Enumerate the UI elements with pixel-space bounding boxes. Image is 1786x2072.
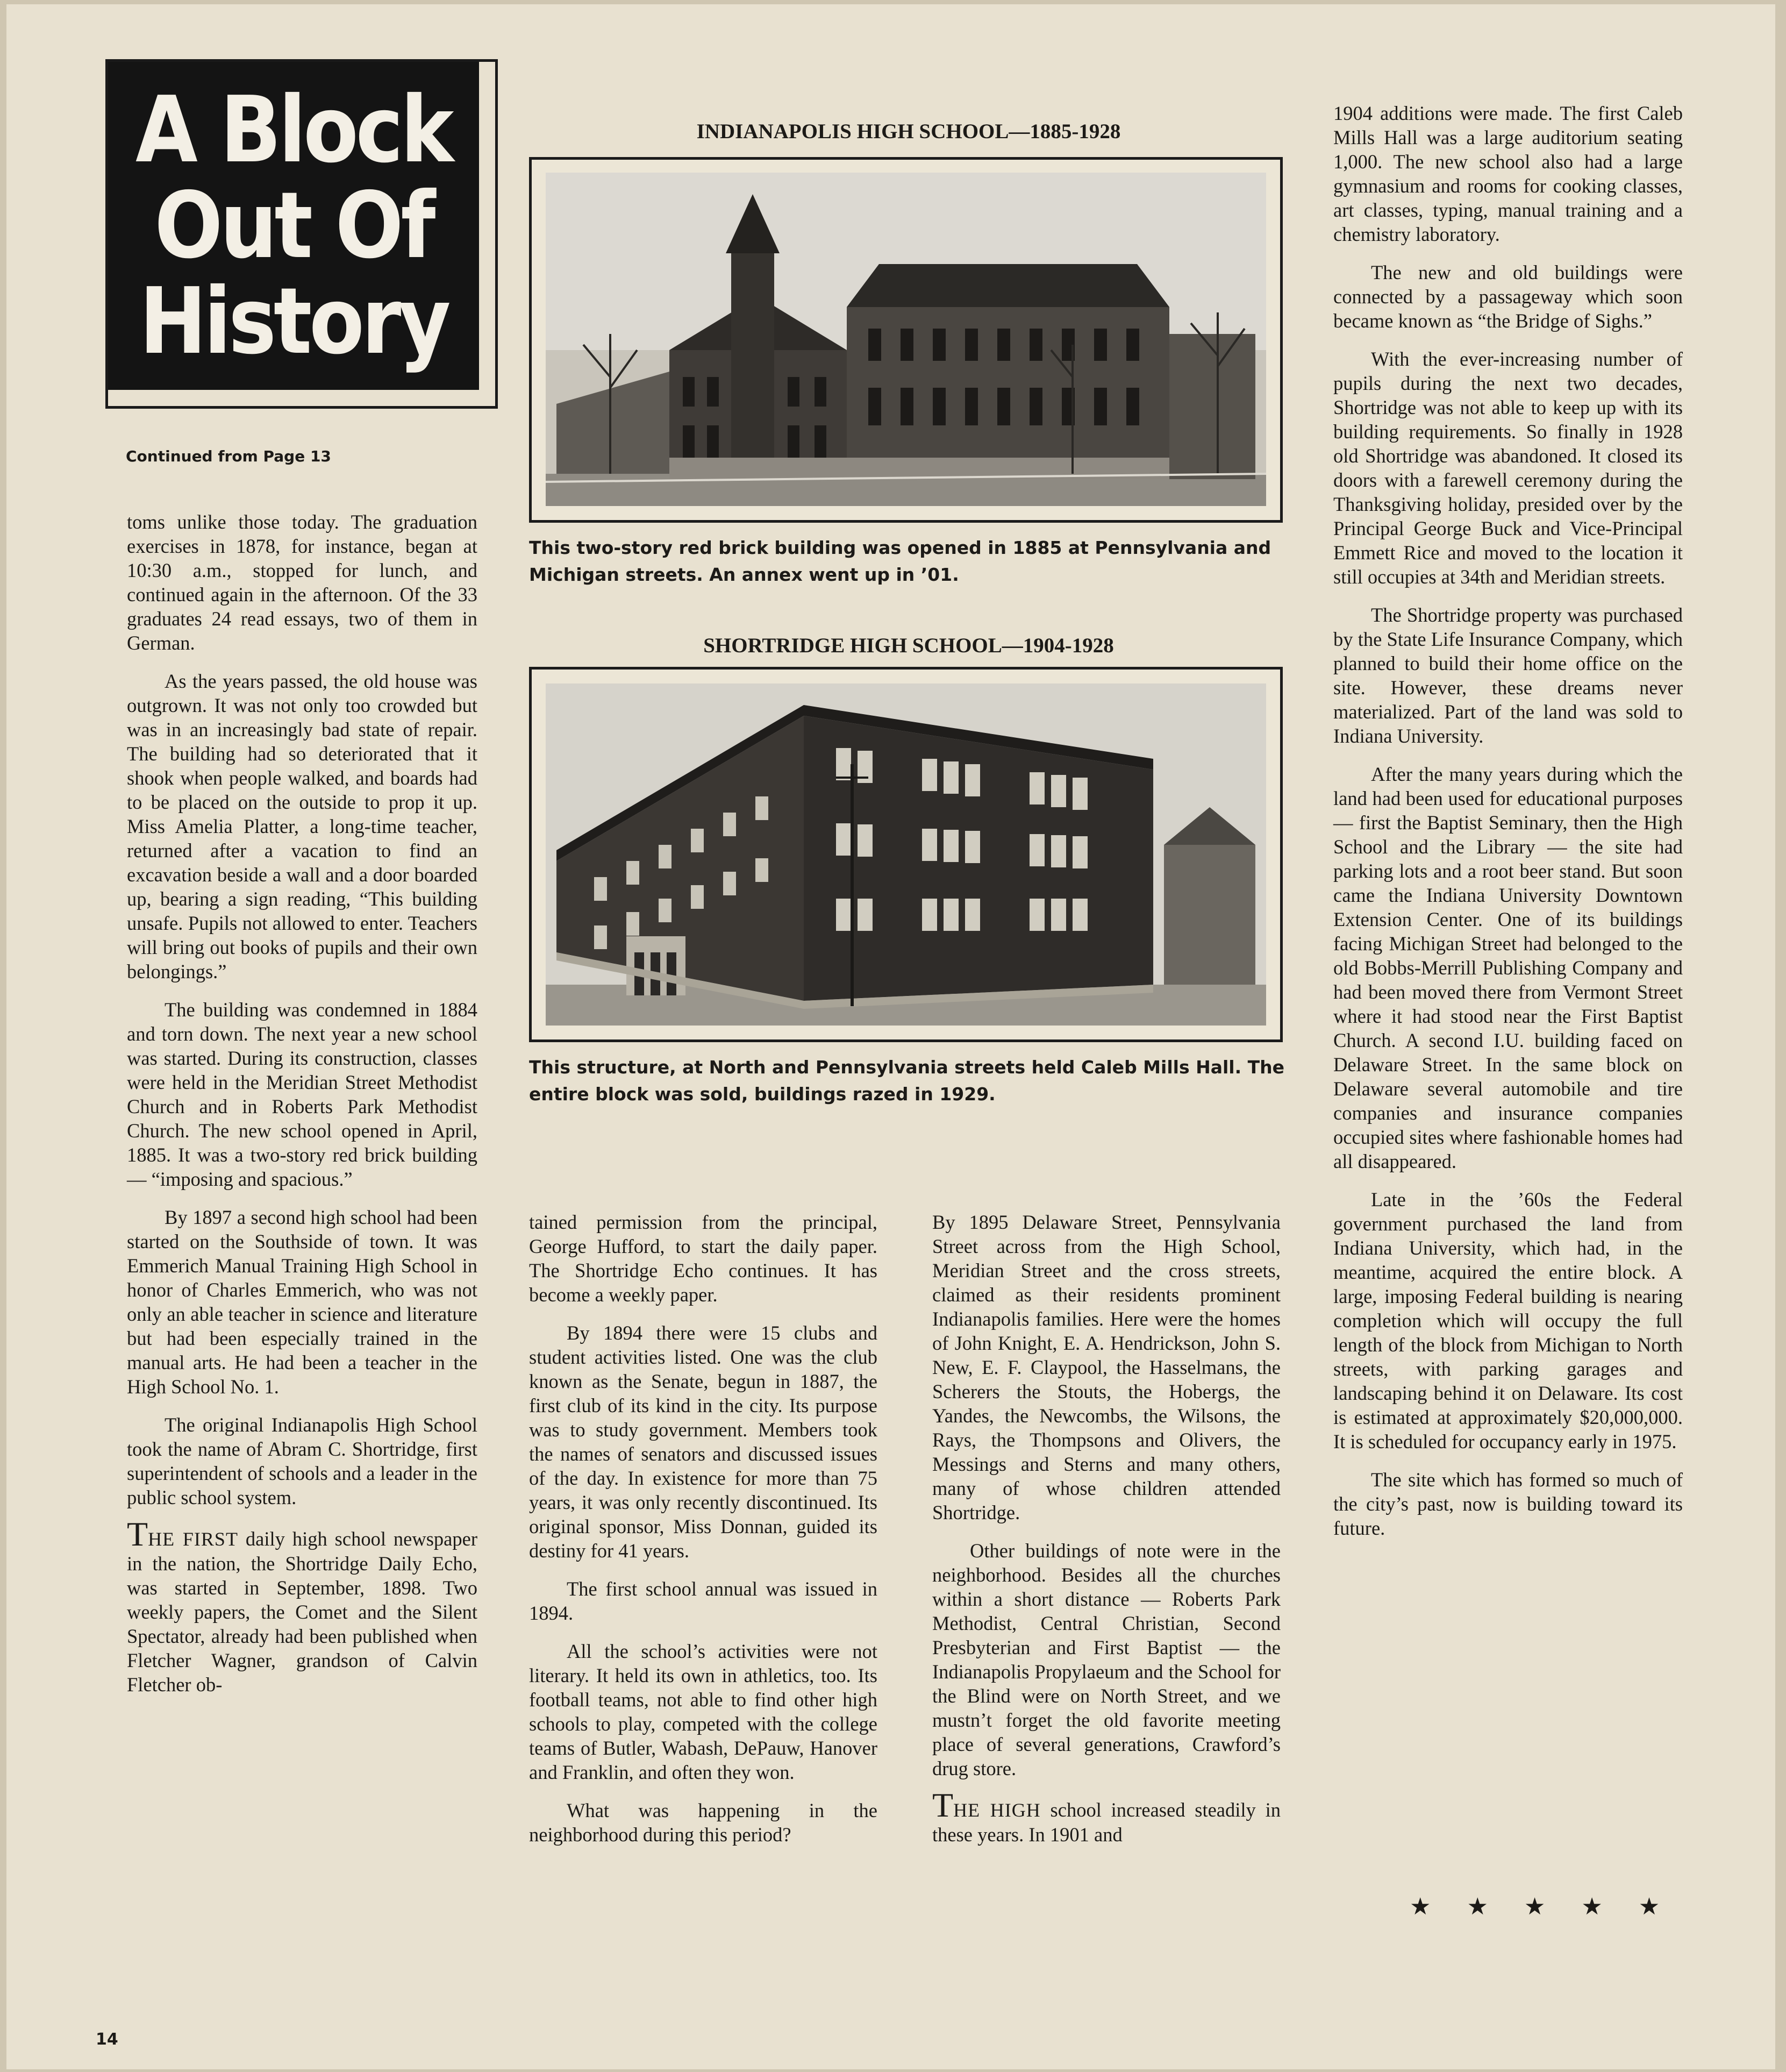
photo-1-frame: [529, 157, 1283, 523]
article-column-3: [932, 1210, 1281, 1861]
photo-1-title: INDIANAPOLIS HIGH SCHOOL—1885-1928: [696, 120, 1121, 143]
continued-from-note: Continued from Page 13: [126, 447, 331, 465]
lead-in-2: HE HIGH: [953, 1799, 1041, 1821]
photo-2-image: [546, 683, 1266, 1026]
col4-paragraph-1: 1904 additions were made. The first Caleb Mills Hall was a large auditorium seating 1,000. The new school also had a large gymnasium and rooms for cooking classes, art classes, typing, manual training and a chemistry laboratory.: [1333, 102, 1683, 245]
col1-paragraph-6-text: daily high school newspaper in the nation, the Shortridge Daily Echo, was started in September, 1898. Two weekly papers, the Comet and the Silent Spectator, already had been published when Fletcher Wagner, grandson of Calvin Fletcher ob-: [127, 1528, 477, 1696]
col4-paragraph-2: The new and old buildings were connected by a passageway which soon became known as “the Bridge of Sighs.”: [1333, 261, 1683, 332]
col4-paragraph-5: After the many years during which the land had been used for educational purposes — first the Baptist Seminary, then the High School and the Library — the site had parking lots and a root beer stand. But soon came the Indiana University Downtown Extension Center. One of its buildings facing Michigan Street had belonged to the old Bobbs-Merrill Publishing Company and had been moved there from Vermont Street where it had stood near the First Baptist Church. A second I.U. building faced on Delaware Street. In the same block on Delaware several automobile and tire companies and insurance companies occupied sites where fashionable homes had all disappeared.: [1333, 763, 1683, 1172]
masthead-line-3: History: [139, 268, 448, 375]
masthead-line-1: A Block: [135, 77, 452, 183]
article-column-4: [1333, 101, 1683, 1554]
col1-paragraph-4: By 1897 a second high school had been started on the Southside of town. It was Emmerich Manual Training High School in honor of Charles Emmerich, who was not only an able teacher in science and literature but had been especially trained in the manual arts. He had been a teacher in the High School No. 1.: [127, 1206, 477, 1398]
col2-paragraph-4: All the school’s activities were not literary. It held its own in athletics, too. Its football teams, not able to find other high schools to play, competed with the college teams of Butler, Wabash, DePauw, Hanover and Franklin, and often they won.: [529, 1640, 877, 1783]
photo-1-caption: This two-story red brick building was opened in 1885 at Pennsylvania and Michigan streets. An annex went up in ’01.: [529, 537, 1271, 585]
col3-paragraph-2: Other buildings of note were in the neighborhood. Besides all the churches within a short distance — Roberts Park Methodist, Central Christian, Second Presbyterian and First Baptist — the Indianapolis Propylaeum and the School for the Blind were on North Street, and we mustn’t forget the old favorite meeting place of several generations, Crawford’s drug store.: [932, 1540, 1281, 1779]
photo-2-title: SHORTRIDGE HIGH SCHOOL—1904-1928: [703, 634, 1114, 657]
col3-paragraph-3-text: school increased steadily in these years. In 1901 and: [932, 1799, 1281, 1846]
col1-paragraph-6: [127, 1515, 477, 1697]
photo-1-image: [546, 173, 1266, 506]
col4-paragraph-3: With the ever-increasing number of pupils during the next two decades, Shortridge was not able to keep up with its building requirements. So finally in 1928 old Shortridge was abandoned. It closed its doors with a farewell ceremony during the Thanksgiving holiday, presided over by the Principal George Buck and Vice-Principal Emmett Rice and moved to the location it still occupies at 34th and Meridian streets.: [1333, 348, 1683, 588]
col3-paragraph-3: [932, 1786, 1281, 1847]
photo-2-frame: [529, 667, 1283, 1042]
col4-paragraph-6: Late in the ’60s the Federal government purchased the land from Indiana University, which had, in the meantime, acquired the entire block. A large, imposing Federal building is nearing completion which will occupy the full length of the block from Michigan to North streets, with parking garages and landscaping behind it on Delaware. Its cost is estimated at approximately $20,000,000. It is scheduled for occupancy early in 1975.: [1333, 1188, 1683, 1452]
masthead-line-2: Out Of: [154, 173, 433, 279]
drop-cap-2: T: [932, 1786, 954, 1824]
end-mark-stars: ★ ★ ★ ★ ★: [1410, 1893, 1675, 1920]
photo-2-caption: This structure, at North and Pennsylvania streets held Caleb Mills Hall. The entire block was sold, buildings razed in 1929.: [529, 1057, 1284, 1105]
col1-paragraph-2: As the years passed, the old house was outgrown. It was not only too crowded but was in an increasingly bad state of repair. The building had so deteriorated that it shook when people walked, and boards had to be placed on the outside to prop it up. Miss Amelia Platter, a long-time teacher, returned after a vacation to find an excavation beside a wall and a door boarded up, bearing a sign reading, “This building unsafe. Pupils not allowed to enter. Teachers will bring out books of pupils and their own belongings.”: [127, 670, 477, 982]
col2-paragraph-1: tained permission from the principal, George Hufford, to start the daily paper. The Shortridge Echo continues. It has become a weekly paper.: [529, 1211, 877, 1306]
col2-paragraph-5: What was happening in the neighborhood during this period?: [529, 1799, 877, 1846]
col1-paragraph-1: toms unlike those today. The graduation exercises in 1878, for instance, began at 10:30 a.m., stopped for lunch, and continued again in the afternoon. Of the 33 graduates 24 read essays, two of them in German.: [127, 511, 477, 654]
col1-paragraph-5: The original Indianapolis High School took the name of Abram C. Shortridge, first superintendent of schools and a leader in the public school system.: [127, 1414, 477, 1508]
lead-in-1: HE FIRST: [148, 1528, 238, 1550]
masthead-title: [108, 62, 479, 390]
article-column-1: [127, 510, 477, 1711]
col4-paragraph-7: The site which has formed so much of the city’s past, now is building toward its future.: [1333, 1469, 1683, 1539]
col4-paragraph-4: The Shortridge property was purchased by the State Life Insurance Company, which planned to build their home office on the site. However, these dreams never materialized. Part of the land was sold to Indiana University.: [1333, 604, 1683, 747]
col2-paragraph-2: By 1894 there were 15 clubs and student activities listed. One was the club known as the Senate, begun in 1887, the first club of its kind in the city. Its purpose was to study government. Members took the names of senators and discussed issues of the day. In existence for more than 75 years, it was only recently discontinued. Its original sponsor, Miss Donnan, guided its destiny for 41 years.: [529, 1322, 877, 1562]
col2-paragraph-3: The first school annual was issued in 1894.: [529, 1578, 877, 1624]
drop-cap-1: T: [127, 1515, 148, 1553]
page-number: 14: [96, 2030, 118, 2049]
article-column-2: [529, 1210, 877, 1861]
col3-paragraph-1: By 1895 Delaware Street, Pennsylvania Street across from the High School, Meridian Street and the cross streets, claimed as their residents prominent Indianapolis families. Here were the homes of John Knight, E. A. Hendrickson, John S. New, E. F. Claypool, the Hasselmans, the Scherers the Stouts, the Hobergs, the Yandes, the Newcombs, the Wilsons, the Rays, the Thompsons and Olivers, the Messings and Sterns and many others, many of whose children attended Shortridge.: [932, 1211, 1281, 1523]
col1-paragraph-3: The building was condemned in 1884 and torn down. The next year a new school was started. During its construction, classes were held in the Meridian Street Methodist Church and in Roberts Park Methodist Church. The new school opened in April, 1885. It was a two-story red brick building — “imposing and spacious.”: [127, 999, 477, 1190]
masthead-box: [105, 59, 498, 409]
